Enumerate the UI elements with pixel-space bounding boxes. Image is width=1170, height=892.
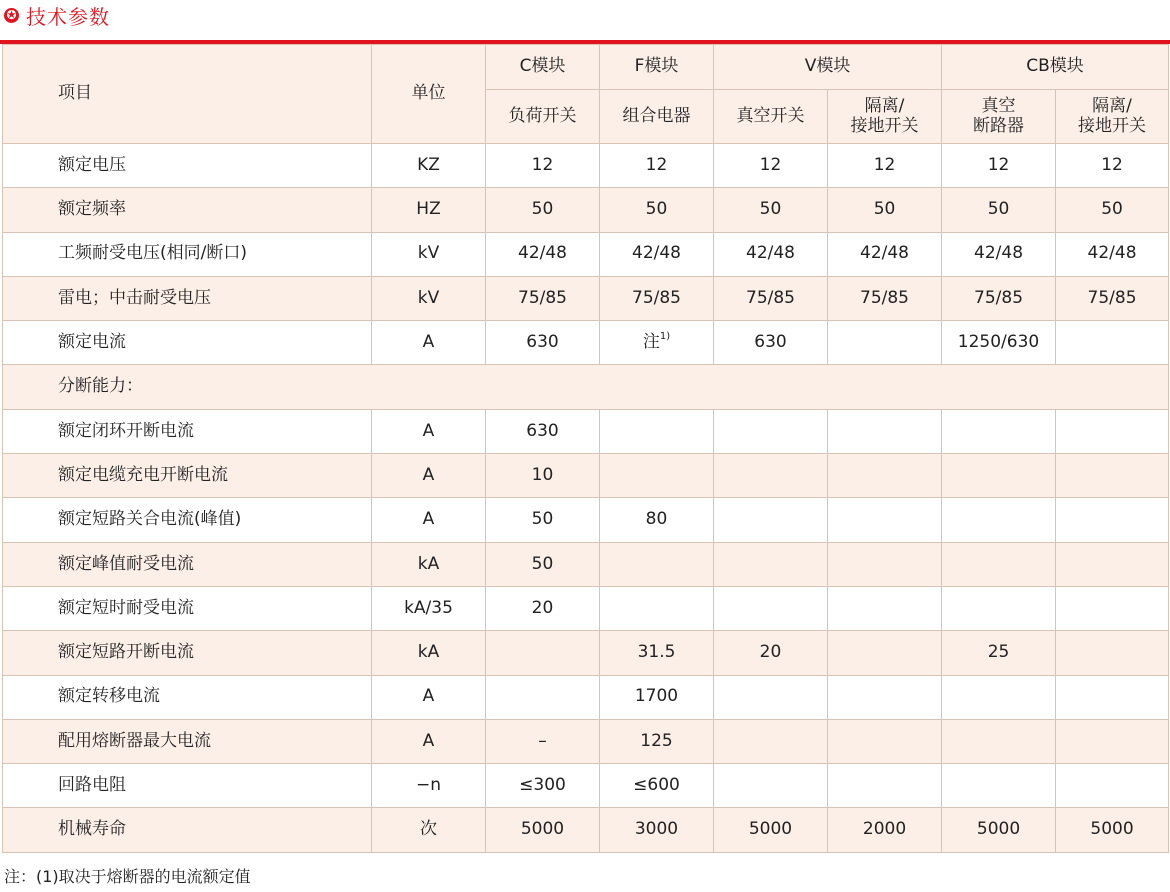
cell-cb2	[1056, 808, 1169, 852]
cell-value: 额定电流	[58, 332, 126, 353]
cell-value: A	[422, 464, 435, 485]
cell-value: 12	[987, 154, 1010, 175]
cell-value: 次	[420, 819, 437, 840]
cell-f	[600, 276, 714, 320]
cell-value: A	[422, 420, 435, 441]
cell-cb1	[942, 232, 1056, 276]
cell-c	[486, 586, 600, 630]
row-unit	[372, 586, 486, 630]
cell-cb1	[942, 764, 1056, 808]
table-row	[3, 454, 1169, 498]
cell-value: 630	[526, 332, 559, 353]
cell-value: 50	[759, 199, 782, 220]
cell-value: 额定频率	[58, 199, 126, 220]
cell-f	[600, 409, 714, 453]
cell-value: 50	[873, 199, 896, 220]
cell-cb1	[942, 498, 1056, 542]
cell-c	[486, 631, 600, 675]
cell-c	[486, 144, 600, 188]
cell-c	[486, 454, 600, 498]
cell-value: 31.5	[637, 642, 676, 663]
cell-v1	[714, 144, 828, 188]
cell-v2	[828, 719, 942, 763]
header-sub: 隔离/ 接地开关	[1056, 90, 1169, 144]
cell-value: 5000	[976, 819, 1021, 840]
row-label	[3, 454, 372, 498]
cell-value: 配用熔断器最大电流	[58, 730, 211, 751]
cell-v1	[714, 188, 828, 232]
cell-v2	[828, 675, 942, 719]
cell-value: ≤600	[633, 775, 680, 796]
row-label	[3, 675, 372, 719]
cell-value: 75/85	[518, 287, 567, 308]
cell-value: 额定电压	[58, 154, 126, 175]
cell-value: A	[422, 509, 435, 530]
cell-value: 50	[531, 553, 554, 574]
cell-cb1	[942, 719, 1056, 763]
cell-value: A	[422, 730, 435, 751]
cell-value: A	[422, 332, 435, 353]
table-row	[3, 764, 1169, 808]
table-row	[3, 542, 1169, 586]
cell-value: 额定短时耐受电流	[58, 597, 194, 618]
cell-cb2	[1056, 321, 1169, 365]
row-unit	[372, 719, 486, 763]
table-row	[3, 232, 1169, 276]
cell-cb1	[942, 321, 1056, 365]
cell-value: kA	[417, 553, 440, 574]
cell-value: 75/85	[746, 287, 795, 308]
cell-value: HZ	[416, 199, 441, 220]
row-unit	[372, 144, 486, 188]
cell-value: 630	[526, 420, 559, 441]
cell-value: 42/48	[518, 243, 567, 264]
cell-value: 回路电阻	[58, 775, 126, 796]
cell-value: 5000	[748, 819, 793, 840]
table-row	[3, 586, 1169, 630]
cell-cb2	[1056, 631, 1169, 675]
table-row	[3, 498, 1169, 542]
cell-cb2	[1056, 586, 1169, 630]
cell-value: kA/35	[404, 597, 453, 618]
cell-cb2	[1056, 188, 1169, 232]
cell-cb2	[1056, 542, 1169, 586]
cell-c	[486, 764, 600, 808]
header-sub: 负荷开关	[486, 90, 600, 144]
cell-v1	[714, 321, 828, 365]
cell-cb2	[1056, 276, 1169, 320]
table-row	[3, 631, 1169, 675]
cell-value: 1700	[634, 686, 679, 707]
row-unit	[372, 454, 486, 498]
row-unit	[372, 631, 486, 675]
cell-value: 12	[1101, 154, 1123, 175]
cell-c	[486, 719, 600, 763]
footnote-marker: 1)	[659, 331, 671, 343]
row-unit	[372, 808, 486, 852]
cell-cb1	[942, 586, 1056, 630]
cell-value: 雷电；中击耐受电压	[58, 287, 211, 308]
cell-c	[486, 808, 600, 852]
cell-value: 额定闭环开断电流	[58, 420, 194, 441]
cell-v2	[828, 454, 942, 498]
cell-value: 20	[531, 597, 554, 618]
cell-f	[600, 542, 714, 586]
cell-f	[600, 144, 714, 188]
cell-cb1	[942, 631, 1056, 675]
cell-value: ≤300	[519, 775, 566, 796]
cell-value: 额定电缆充电开断电流	[58, 464, 228, 485]
table-row	[3, 719, 1169, 763]
star-circle-icon: ✪	[4, 8, 19, 23]
cell-v2	[828, 498, 942, 542]
cell-value: 2000	[862, 819, 907, 840]
cell-cb1	[942, 675, 1056, 719]
cell-value: 50	[987, 199, 1010, 220]
header-group-c: C模块	[486, 45, 600, 90]
cell-v1	[714, 498, 828, 542]
cell-value: 75/85	[632, 287, 681, 308]
cell-cb1	[942, 144, 1056, 188]
cell-value: 1250/630	[957, 332, 1040, 353]
header-item: 项目	[3, 45, 372, 144]
table-row	[3, 808, 1169, 852]
cell-f	[600, 498, 714, 542]
cell-v2	[828, 144, 942, 188]
header-row-1	[3, 45, 1169, 90]
cell-v2	[828, 631, 942, 675]
cell-cb1	[942, 454, 1056, 498]
row-label	[3, 586, 372, 630]
cell-cb1	[942, 276, 1056, 320]
cell-value: 3000	[634, 819, 679, 840]
cell-value: 机械寿命	[58, 819, 126, 840]
cell-value: 12	[645, 154, 668, 175]
cell-c	[486, 675, 600, 719]
cell-f	[600, 321, 714, 365]
spec-table	[2, 44, 1169, 853]
cell-v1	[714, 586, 828, 630]
cell-v2	[828, 808, 942, 852]
cell-cb2	[1056, 764, 1169, 808]
table-row	[3, 321, 1169, 365]
table-row	[3, 144, 1169, 188]
cell-cb2	[1056, 454, 1169, 498]
cell-value: 12	[531, 154, 554, 175]
cell-cb1	[942, 409, 1056, 453]
row-unit	[372, 232, 486, 276]
cell-f	[600, 631, 714, 675]
cell-cb2	[1056, 498, 1169, 542]
row-label	[3, 144, 372, 188]
cell-v2	[828, 321, 942, 365]
row-label	[3, 631, 372, 675]
cell-c	[486, 409, 600, 453]
row-label	[3, 232, 372, 276]
row-unit	[372, 321, 486, 365]
cell-value: 630	[754, 332, 787, 353]
cell-cb1	[942, 188, 1056, 232]
cell-cb2	[1056, 675, 1169, 719]
header-group-cb: CB模块	[942, 45, 1169, 90]
cell-cb2	[1056, 719, 1169, 763]
cell-value: kV	[417, 287, 440, 308]
cell-v1	[714, 675, 828, 719]
header-sub: 真空 断路器	[942, 90, 1056, 144]
cell-value: 42/48	[974, 243, 1024, 264]
row-label	[3, 542, 372, 586]
cell-c	[486, 498, 600, 542]
cell-value: 42/48	[1087, 243, 1137, 264]
cell-value: 工频耐受电压(相同/断口)	[58, 243, 247, 264]
cell-f	[600, 188, 714, 232]
header-group-v: V模块	[714, 45, 942, 90]
cell-c	[486, 276, 600, 320]
cell-v1	[714, 276, 828, 320]
row-label	[3, 321, 372, 365]
cell-cb2	[1056, 409, 1169, 453]
cell-value: −n	[415, 775, 442, 796]
cell-cb2	[1056, 144, 1169, 188]
cell-value: 额定转移电流	[58, 686, 160, 707]
row-unit	[372, 188, 486, 232]
header-unit: 单位	[372, 45, 486, 144]
cell-value: 12	[873, 154, 896, 175]
cell-value: –	[538, 730, 547, 751]
row-unit	[372, 542, 486, 586]
cell-value: KZ	[417, 154, 440, 175]
row-label	[3, 808, 372, 852]
cell-value: 额定峰值耐受电流	[58, 553, 194, 574]
cell-value: 25	[987, 642, 1010, 663]
cell-value: 42/48	[632, 243, 681, 264]
cell-f	[600, 764, 714, 808]
cell-v2	[828, 232, 942, 276]
cell-value: 额定短路开断电流	[58, 642, 194, 663]
cell-v1	[714, 542, 828, 586]
cell-v1	[714, 764, 828, 808]
cell-f	[600, 586, 714, 630]
cell-value: 注	[642, 332, 660, 353]
cell-c	[486, 542, 600, 586]
row-unit	[372, 276, 486, 320]
section-title-text: 技术参数	[26, 4, 110, 29]
section-title	[4, 0, 110, 30]
cell-v1	[714, 631, 828, 675]
cell-f	[600, 675, 714, 719]
cell-value: 12	[759, 154, 782, 175]
cell-value: 5000	[1090, 819, 1134, 840]
cell-value: 50	[531, 199, 554, 220]
cell-value: 75/85	[974, 287, 1024, 308]
cell-value: 75/85	[860, 287, 909, 308]
cell-v1	[714, 232, 828, 276]
cell-v2	[828, 188, 942, 232]
cell-f	[600, 232, 714, 276]
row-unit	[372, 764, 486, 808]
header-sub: 组合电器	[600, 90, 714, 144]
row-label	[3, 719, 372, 763]
row-label	[3, 276, 372, 320]
cell-value: 10	[531, 464, 554, 485]
row-label	[3, 498, 372, 542]
cell-c	[486, 232, 600, 276]
cell-value: 125	[640, 730, 673, 751]
cell-cb1	[942, 542, 1056, 586]
row-unit	[372, 409, 486, 453]
cell-value: A	[422, 686, 435, 707]
cell-value: 50	[531, 509, 554, 530]
cell-value: 50	[1101, 199, 1123, 220]
cell-v2	[828, 586, 942, 630]
row-label	[3, 764, 372, 808]
table-row	[3, 365, 1169, 409]
cell-value: 75/85	[1087, 287, 1137, 308]
cell-v1	[714, 454, 828, 498]
cell-value: 42/48	[746, 243, 795, 264]
cell-f	[600, 719, 714, 763]
cell-v2	[828, 542, 942, 586]
cell-v2	[828, 764, 942, 808]
row-label	[3, 409, 372, 453]
row-unit	[372, 498, 486, 542]
cell-v2	[828, 409, 942, 453]
footnote: 注：(1)取决于熔断器的电流额定值	[4, 867, 251, 886]
cell-value: kA	[417, 642, 440, 663]
table-row	[3, 188, 1169, 232]
cell-value: 80	[645, 509, 668, 530]
table-row	[3, 409, 1169, 453]
cell-c	[486, 188, 600, 232]
cell-v1	[714, 808, 828, 852]
table-row	[3, 276, 1169, 320]
cell-v1	[714, 409, 828, 453]
row-label	[3, 188, 372, 232]
cell-value: kV	[417, 243, 440, 264]
table-row	[3, 675, 1169, 719]
cell-f	[600, 808, 714, 852]
cell-value: 42/48	[860, 243, 909, 264]
cell-v2	[828, 276, 942, 320]
cell-cb2	[1056, 232, 1169, 276]
cell-value: 50	[645, 199, 668, 220]
row-unit	[372, 675, 486, 719]
header-group-f: F模块	[600, 45, 714, 90]
cell-value: 5000	[520, 819, 565, 840]
cell-c	[486, 321, 600, 365]
cell-value: 额定短路关合电流(峰值)	[58, 509, 242, 530]
section-label: 分断能力：	[3, 365, 1169, 409]
header-sub: 真空开关	[714, 90, 828, 144]
header-sub: 隔离/ 接地开关	[828, 90, 942, 144]
cell-cb1	[942, 808, 1056, 852]
cell-v1	[714, 719, 828, 763]
cell-f	[600, 454, 714, 498]
cell-value: 20	[759, 642, 782, 663]
